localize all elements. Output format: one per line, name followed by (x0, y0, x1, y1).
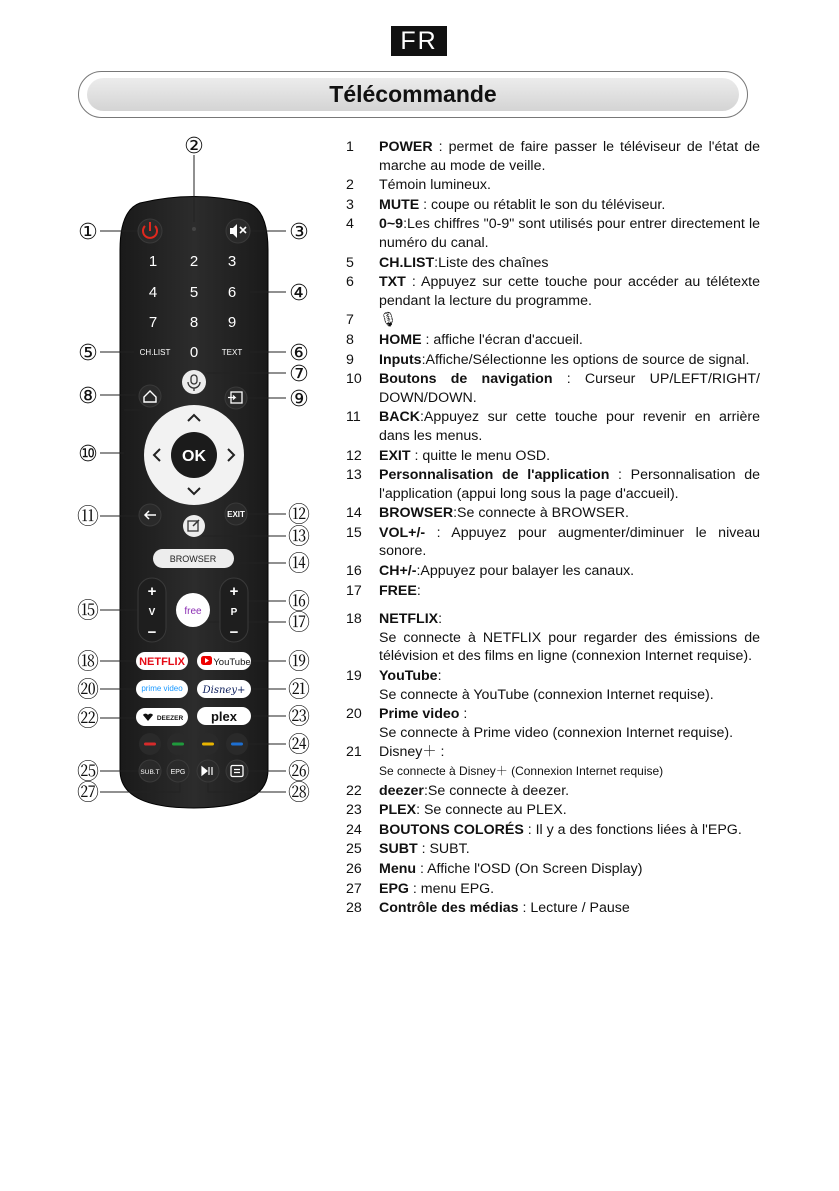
list-item (346, 370, 760, 407)
list-item (346, 273, 760, 310)
item-description: :Les chiffres "0-9" sont utilisés pour entrer directement le numéro du canal. (379, 216, 760, 251)
netflix-logo: NETFLIX (139, 656, 185, 668)
item-description: : (416, 582, 421, 599)
callout-27: ㉗ (76, 781, 100, 806)
digit-6: 6 (227, 284, 237, 301)
callout-13: ⑬ (287, 525, 311, 550)
item-text (379, 524, 760, 561)
callout-17: ⑰ (287, 611, 311, 636)
list-item (346, 524, 760, 561)
item-number: 23 (346, 802, 362, 819)
callout-20: ⑳ (76, 678, 100, 703)
item-text (379, 351, 760, 370)
item-number: 11 (346, 409, 361, 426)
item-number: 19 (346, 668, 362, 685)
item-keyword: Contrôle des médias (379, 900, 519, 917)
youtube-logo: YouTube (213, 657, 251, 668)
list-item (346, 610, 760, 666)
item-number: 14 (346, 505, 362, 522)
digit-4: 4 (148, 284, 158, 301)
item-number: 2 (346, 177, 354, 194)
text-label: TEXT (221, 348, 243, 357)
item-keyword: Menu (379, 860, 417, 877)
list-item (346, 801, 760, 820)
item-number: 27 (346, 880, 362, 897)
digit-0: 0 (189, 344, 199, 361)
item-number: 16 (346, 563, 362, 580)
item-number: 10 (346, 371, 362, 388)
item-description: :Appuyez sur cette touche pour revenir en arrière dans les menus. (379, 409, 760, 444)
red-button (144, 743, 156, 746)
digit-8: 8 (189, 314, 199, 331)
item-text (379, 899, 760, 918)
item-keyword: BOUTONS COLORÉS (379, 821, 524, 838)
browser-label: BROWSER (169, 554, 217, 564)
item-description: : Curseur UP/LEFT/RIGHT/ DOWN/DOWN. (379, 371, 760, 406)
function-list (346, 138, 760, 919)
callout-14: ⑭ (287, 552, 311, 577)
item-number: 5 (346, 254, 354, 271)
list-item (346, 138, 760, 175)
list-item (346, 860, 760, 879)
digit-9: 9 (227, 314, 237, 331)
item-number: 22 (346, 782, 362, 799)
item-keyword: 0~9 (379, 216, 404, 233)
callout-23: ㉓ (287, 705, 311, 730)
item-number: 13 (346, 467, 362, 484)
callout-9: ⑨ (289, 387, 309, 412)
item-keyword: CH.LIST (379, 254, 435, 271)
item-description: : Lecture / Pause (518, 900, 630, 917)
item-text (379, 254, 760, 273)
callout-12: ⑫ (287, 503, 311, 528)
item-description: 🎙 (379, 312, 398, 329)
item-number: 26 (346, 860, 362, 877)
item-text (379, 860, 760, 879)
ch-minus: − (229, 624, 239, 641)
item-keyword: Personnalisation de l'application (379, 467, 610, 484)
item-keyword: TXT (379, 274, 406, 291)
callout-7: ⑦ (289, 362, 309, 387)
item-number: 25 (346, 841, 362, 858)
item-description: : Il y a des fonctions liées à l'EPG. (523, 821, 742, 838)
item-text (379, 705, 760, 742)
item-number: 3 (346, 196, 354, 213)
list-item (346, 743, 760, 780)
item-keyword: HOME (379, 331, 422, 348)
ok-label: OK (182, 448, 206, 465)
epg-label: EPG (170, 769, 186, 776)
item-text (379, 782, 760, 801)
item-number: 18 (346, 611, 362, 628)
list-item (346, 447, 760, 466)
callout-3: ③ (289, 220, 309, 245)
item-text (379, 447, 760, 466)
item-keyword: BACK (379, 409, 420, 426)
remote-illustration (0, 0, 330, 830)
indicator-light (192, 227, 196, 231)
item-description: :Se connecte à deezer. (423, 782, 570, 799)
item-description: Se connecte à YouTube (connexion Internet requise). (379, 686, 714, 703)
digit-2: 2 (189, 253, 199, 270)
item-description: : (459, 706, 468, 723)
list-item (346, 351, 760, 370)
item-description: : Appuyez sur cette touche pour accéder au télétexte pendant la lecture du programme. (379, 274, 760, 309)
item-keyword: Prime video (379, 706, 460, 723)
item-text (379, 273, 760, 310)
item-keyword: deezer (379, 782, 424, 799)
item-description: : (438, 611, 443, 628)
green-button (172, 743, 184, 746)
item-keyword: CH+/- (379, 563, 417, 580)
callout-5: ⑤ (78, 341, 98, 366)
list-item (346, 466, 760, 503)
item-number: 20 (346, 706, 362, 723)
list-item (346, 176, 760, 195)
item-text (379, 880, 760, 899)
list-item (346, 782, 760, 801)
item-number: 6 (346, 274, 354, 291)
item-number: 8 (346, 331, 354, 348)
callout-21: ㉑ (287, 678, 311, 703)
item-text (379, 466, 760, 503)
item-keyword: Boutons de navigation (379, 371, 553, 388)
blue-button (231, 743, 243, 746)
item-keyword: EXIT (379, 447, 411, 464)
menu-button (226, 760, 248, 782)
callout-22: ㉒ (76, 707, 100, 732)
ch-plus: + (229, 583, 239, 600)
list-item (346, 196, 760, 215)
item-number: 12 (346, 447, 362, 464)
item-number: 4 (346, 216, 354, 233)
digit-1: 1 (148, 253, 158, 270)
item-description: Témoin lumineux. (379, 177, 491, 194)
item-text (379, 840, 760, 859)
item-number: 9 (346, 351, 354, 368)
item-number: 28 (346, 900, 362, 917)
callout-16: ⑯ (287, 590, 311, 615)
item-description: Se connecte à NETFLIX pour regarder des émissions de télévision et des films en ligne (connexion Internet requise). (379, 629, 760, 665)
item-text (379, 743, 760, 780)
prime-video-logo: prime video (141, 684, 183, 693)
item-subtext: Se connecte à Disney＋ (Connexion Internet requise) (379, 764, 664, 778)
item-keyword: POWER (379, 139, 433, 155)
callout-11: ⑪ (76, 505, 100, 530)
item-description: : Appuyez pour augmenter/diminuer le niveau sonore. (379, 524, 760, 560)
exit-label: EXIT (227, 510, 245, 519)
item-text (379, 504, 760, 523)
callout-6: ⑥ (289, 341, 309, 366)
item-text (379, 215, 760, 252)
item-description: : (437, 668, 442, 685)
list-item (346, 331, 760, 350)
item-description: Se connecte à Prime video (connexion Internet requise). (379, 724, 734, 741)
prog-letter: P (230, 607, 238, 618)
list-item (346, 899, 760, 918)
list-item (346, 840, 760, 859)
list-item (346, 215, 760, 252)
list-item (346, 311, 760, 330)
item-number: 17 (346, 582, 362, 599)
list-item (346, 504, 760, 523)
play-pause-button (197, 760, 219, 782)
list-item (346, 254, 760, 273)
item-number: 15 (346, 524, 362, 541)
item-keyword: EPG (379, 880, 409, 897)
callout-15: ⑮ (76, 599, 100, 624)
list-item (346, 705, 760, 742)
item-text (379, 311, 760, 330)
item-description: : quitte le menu OSD. (410, 447, 551, 464)
plex-logo: plex (210, 709, 238, 724)
vol-plus: + (147, 583, 157, 600)
item-description: : Se connecte au PLEX. (416, 802, 567, 819)
item-text (379, 408, 760, 445)
list-item (346, 408, 760, 445)
item-description: :Appuyez pour balayer les canaux. (416, 563, 635, 580)
item-text (379, 610, 760, 666)
item-keyword: MUTE (379, 196, 420, 213)
list-item (346, 821, 760, 840)
item-text (379, 801, 760, 820)
item-description: : Affiche l'OSD (On Screen Display) (416, 860, 643, 877)
subt-label: SUB.T (140, 769, 160, 776)
item-keyword: Inputs (379, 351, 422, 368)
vol-minus: − (147, 624, 157, 641)
vol-letter: V (148, 607, 156, 618)
item-text (379, 582, 760, 601)
deezer-logo: DEEZER (156, 715, 184, 722)
callout-24: ㉔ (287, 733, 311, 758)
item-keyword: FREE (379, 582, 417, 599)
callout-18: ⑱ (76, 650, 100, 675)
item-keyword: NETFLIX (379, 611, 439, 628)
callout-10: ⑩ (78, 442, 98, 467)
page-title: Télécommande (87, 78, 739, 111)
item-text (379, 667, 760, 704)
list-item (346, 880, 760, 899)
callout-8: ⑧ (78, 384, 98, 409)
callout-1: ① (78, 220, 98, 245)
item-text (379, 176, 760, 195)
callout-2: ② (184, 134, 204, 159)
item-description: : Personnalisation de l'application (appui long sous la page d'accueil). (379, 467, 760, 502)
item-description: : permet de faire passer le téléviseur de l'état de marche au mode de veille. (379, 139, 760, 174)
callout-25: ㉕ (76, 760, 100, 785)
item-number: 1 (346, 139, 354, 155)
item-description: :Liste des chaînes (434, 254, 549, 271)
item-keyword: SUBT (379, 841, 418, 858)
item-description: : SUBT. (417, 841, 470, 858)
item-text (379, 562, 760, 581)
item-number: 24 (346, 821, 362, 838)
digit-5: 5 (189, 284, 199, 301)
item-keyword: BROWSER (379, 505, 454, 522)
item-number: 21 (346, 744, 362, 761)
item-text (379, 138, 760, 175)
digit-7: 7 (148, 314, 158, 331)
item-keyword: YouTube (379, 668, 438, 685)
disney-logo: Disney+ (202, 685, 246, 696)
callout-4: ④ (289, 281, 309, 306)
callout-19: ⑲ (287, 650, 311, 675)
list-item (346, 582, 760, 601)
list-item (346, 562, 760, 581)
item-description: : affiche l'écran d'accueil. (421, 331, 583, 348)
chlist-label: CH.LIST (139, 348, 171, 357)
language-badge: FR (391, 26, 447, 56)
item-keyword: PLEX (379, 802, 417, 819)
item-description: :Affiche/Sélectionne les options de source de signal. (421, 351, 750, 368)
digit-3: 3 (227, 253, 237, 270)
yellow-button (202, 743, 214, 746)
free-label: free (184, 606, 202, 617)
callout-28: ㉘ (287, 781, 311, 806)
item-description: : menu EPG. (408, 880, 495, 897)
item-description: : coupe ou rétablit le son du téléviseur. (419, 196, 666, 213)
callout-26: ㉖ (287, 760, 311, 785)
item-number: 7 (346, 312, 354, 329)
list-item (346, 667, 760, 704)
item-text (379, 821, 760, 840)
item-description: Disney＋ : (379, 744, 445, 761)
item-text (379, 196, 760, 215)
mute-button (226, 219, 250, 243)
item-description: :Se connecte à BROWSER. (453, 505, 629, 522)
item-text (379, 370, 760, 407)
home-button (139, 385, 161, 407)
item-keyword: VOL+/- (379, 524, 426, 541)
item-text (379, 331, 760, 350)
